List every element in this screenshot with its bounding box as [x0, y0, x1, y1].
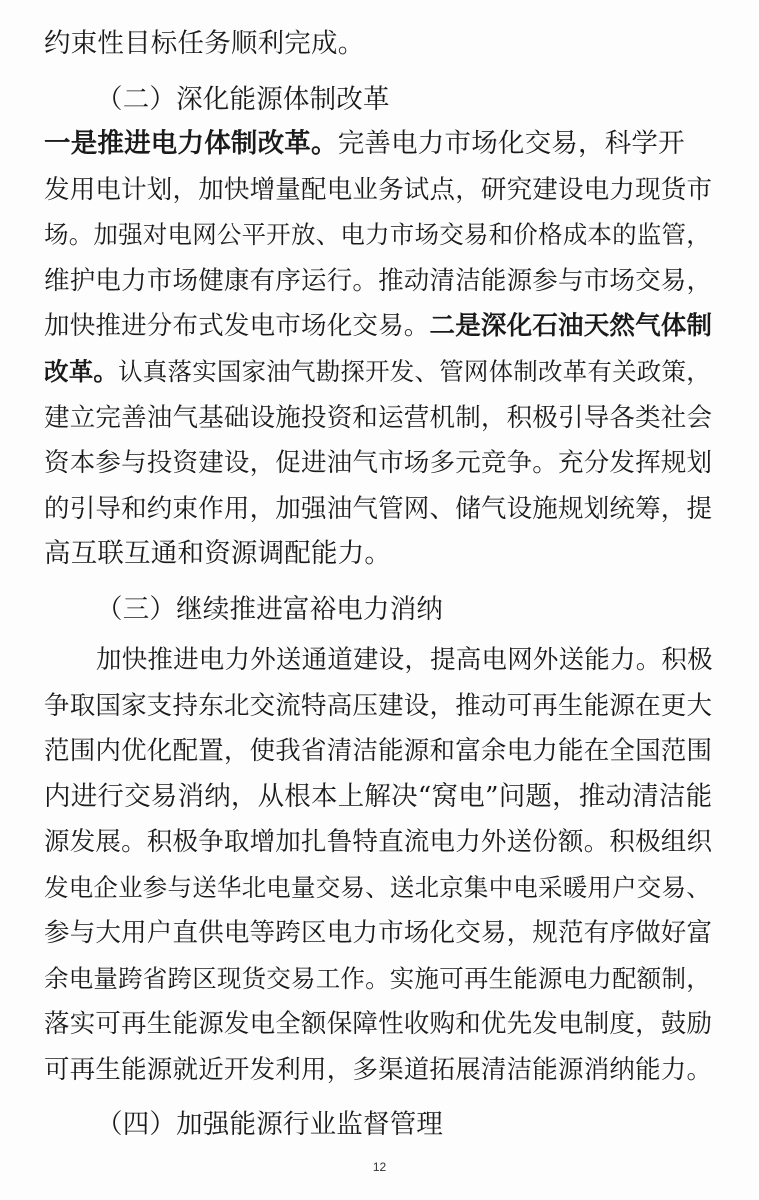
paragraph-line: 约束性目标任务顺利完成。 — [44, 28, 365, 59]
paragraph-line: 发电企业参与送华北电量交易、送北京集中电采暖用户交易、 — [44, 873, 711, 902]
paragraph-line: 维护电力市场健康有序运行。推动清洁能源参与市场交易， — [44, 266, 713, 296]
paragraph-line: 余电量跨省跨区现货交易工作。实施可再生能源电力配额制， — [44, 964, 711, 993]
paragraph-line: 内进行交易消纳，从根本上解决“窝电”问题，推动清洁能 — [44, 781, 713, 812]
paragraph-line: 可再生能源就近开发利用，多渠道拓展清洁能源消纳能力。 — [44, 1055, 713, 1085]
paragraph-line: 源发展。积极争取增加扎鲁特直流电力外送份额。积极组织 — [44, 827, 713, 857]
page-number: 12 — [372, 1160, 387, 1174]
paragraph-line: 资本参与投资建设，促进油气市场多元竞争。充分发挥规划 — [44, 448, 713, 478]
paragraph-line: 高互联互通和资源调配能力。 — [44, 538, 392, 569]
section-heading-4: （四）加强能源行业监督管理 — [96, 1109, 444, 1140]
section-heading-3: （三）继续推进富裕电力消纳 — [96, 594, 444, 625]
paragraph-line: 加快推进分布式发电市场化交易。二是深化石油天然气体制 — [44, 311, 713, 341]
paragraph-line: 场。加强对电网公平开放、电力市场交易和价格成本的监管， — [44, 220, 711, 249]
paragraph-line: 改革。认真落实国家油气勘探开发、管网体制改革有关政策， — [44, 357, 711, 386]
paragraph-line: 加快推进电力外送通道建设，提高电网外送能力。积极 — [96, 645, 713, 675]
bold-lead-phrase: 一是推进电力体制改革。 — [44, 128, 338, 159]
paragraph-line: 争取国家支持东北交流特高压建设，推动可再生能源在更大 — [44, 691, 713, 721]
paragraph-line: 一是推进电力体制改革。完善电力市场化交易，科学开 — [44, 128, 685, 159]
bold-lead-phrase: 二是深化石油天然气体制 — [429, 311, 713, 341]
paragraph-line: 范围内优化配置，使我省清洁能源和富余电力能在全国范围 — [44, 736, 713, 766]
section-heading-2: （二）深化能源体制改革 — [96, 84, 390, 115]
paragraph-line: 发用电计划，加快增量配电业务试点，研究建设电力现货市 — [44, 175, 713, 205]
paragraph-line: 落实可再生能源发电全额保障性收购和优先发电制度，鼓励 — [44, 1009, 713, 1039]
bold-lead-phrase: 改革。 — [44, 357, 119, 386]
paragraph-line: 的引导和约束作用，加强油气管网、储气设施规划统筹，提 — [44, 494, 713, 524]
paragraph-line: 参与大用户直供电等跨区电力市场化交易，规范有序做好富 — [44, 918, 713, 948]
paragraph-line: 建立完善油气基础设施投资和运营机制，积极引导各类社会 — [44, 403, 713, 433]
